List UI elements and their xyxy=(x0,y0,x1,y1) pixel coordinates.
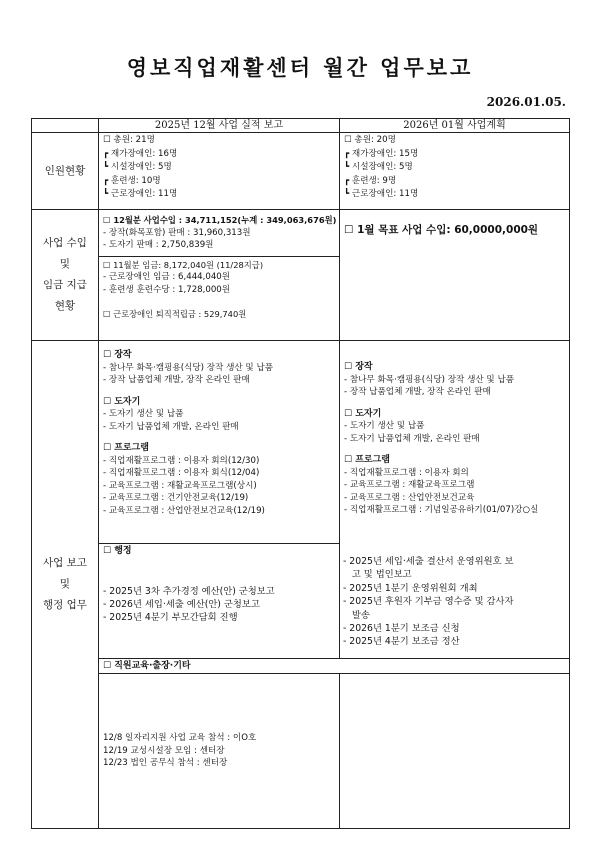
dec-section-head: ☐ 프로그램 xyxy=(103,443,149,453)
dec-retirement-fund: ☐ 근로장애인 퇴직적립금 : 529,740원 xyxy=(103,309,247,319)
edu-header-cell xyxy=(99,659,570,674)
work-december-cell xyxy=(99,341,340,544)
income-label-line: 사업 수입 xyxy=(43,237,87,249)
dec-edu-line: 12/19 교성시설장 모임 : 센터장 xyxy=(103,745,225,756)
row-label-income xyxy=(32,210,99,341)
admin-december-cell xyxy=(99,544,340,659)
jan-admin-line: - 2025년 4분기 보조금 정산 xyxy=(343,636,460,648)
row-label-work xyxy=(32,341,99,829)
work-label-line: 및 xyxy=(59,578,71,590)
work-label-line: 사업 보고 xyxy=(43,557,87,569)
header-december: 2025년 12월 사업 실적 보고 xyxy=(99,119,340,133)
edu-december-cell xyxy=(99,674,340,829)
jan-section-head: ☐ 장작 xyxy=(344,362,373,372)
admin-section-head: ☐ 행정 xyxy=(103,546,132,556)
dec-admin-line: - 2025년 3차 추가경정 예산(안) 군청보고 xyxy=(103,586,275,597)
jan-section-head: ☐ 도자기 xyxy=(344,408,382,419)
dec-section-line: - 장작 납품업체 개발, 장작 온라인 판매 xyxy=(103,375,250,385)
dec-section-line: - 직업재활프로그램 : 이용자 회식(12/04) xyxy=(103,468,260,478)
dec-section-line: - 교육프로그램 : 산업안전보건교육(12/19) xyxy=(103,505,265,516)
income-label-line: 및 xyxy=(59,258,71,270)
dec-section-line: - 도자기 납품업체 개발, 온라인 판매 xyxy=(103,421,239,432)
jan-section-line: - 참나무 화목·캠핑용(식당) 장작 생산 및 납품 xyxy=(344,374,515,385)
jan-section-line: - 도자기 생산 및 납품 xyxy=(344,421,425,431)
jan-section-head: ☐ 프로그램 xyxy=(344,455,390,465)
income-january-cell xyxy=(340,210,570,341)
dec-wage-total: ☐ 11월분 임금: 8,172,040원 (11/28지급) xyxy=(103,259,264,270)
jan-admin-line: 발송 xyxy=(343,609,370,621)
edu-section-head: ☐ 직원교육·출장·기타 xyxy=(103,661,191,671)
jan-admin-line: - 2025년 1분기 운영위원회 개최 xyxy=(343,582,478,594)
dec-revenue-line: - 장작(화목포함) 판매 : 31,960,313원 xyxy=(103,227,251,238)
dec-section-line: - 교육프로그램 : 건기안전교육(12/19) xyxy=(103,493,249,503)
staff-dec-line: ┏ 재가장애인: 16명 xyxy=(103,148,178,159)
dec-wage-line: - 근로장애인 임금 : 6,444,040원 xyxy=(103,272,231,282)
dec-edu-line: 12/8 일자리지원 사업 교육 참석 : 이O호 xyxy=(103,733,257,743)
jan-admin-block xyxy=(343,555,567,649)
jan-revenue-target: ☐ 1월 목표 사업 수입: 60,0000,000원 xyxy=(344,224,539,236)
staff-dec-line: ┗ 근로장애인: 11명 xyxy=(103,189,178,199)
jan-admin-line: - 2025년 후원자 기부금 영수증 및 감사자 xyxy=(343,596,514,608)
dec-revenue-total: ☐ 12월분 사업수입 : 34,711,152(누계 : 349,063,676원) xyxy=(103,215,337,225)
income-label-line: 임금 지급 xyxy=(43,279,87,291)
staff-dec-line: ┏ 훈련생: 10명 xyxy=(103,175,161,186)
edu-january-cell xyxy=(340,674,570,829)
jan-section-line: - 장작 납품업체 개발, 장작 온라인 판매 xyxy=(344,387,491,397)
income-label-line: 현황 xyxy=(54,300,76,312)
jan-admin-line: 고 및 법인보고 xyxy=(343,569,412,581)
staff-jan-line: ☐ 총원: 20명 xyxy=(344,135,396,145)
jan-admin-line: - 2025년 세입·세출 결산서 운영위원호 보 xyxy=(343,556,514,567)
jan-section-line: - 직업재활프로그램 : 기념일공유하기(01/07)강○실 xyxy=(344,505,539,515)
jan-section-line: - 교육프로그램 : 재활교육프로그램 xyxy=(344,480,475,490)
dec-section-head: ☐ 도자기 xyxy=(103,396,141,407)
staff-dec-line: ┗ 시설장애인: 5명 xyxy=(103,162,172,172)
dec-admin-line: - 2025년 4분기 부모간담회 진행 xyxy=(103,612,238,623)
jan-section-line: - 직업재활프로그램 : 이용자 회의 xyxy=(344,467,469,478)
jan-admin-line: - 2026년 1분기 보조금 신청 xyxy=(343,623,460,635)
dec-edu-line: 12/23 법인 공무식 참석 : 센터장 xyxy=(103,758,228,768)
dec-section-line: - 참나무 화목·캠핑용(식당) 장작 생산 및 납품 xyxy=(103,362,274,373)
row-label-staff: 인원현황 xyxy=(32,133,99,210)
report-date: 2026.01.05. xyxy=(486,95,566,109)
dec-wage-line: - 훈련생 훈련수당 : 1,728,000원 xyxy=(103,284,231,295)
header-january: 2026년 01월 사업계획 xyxy=(340,119,570,133)
staff-january-cell xyxy=(340,133,570,210)
work-label-line: 행정 업무 xyxy=(43,599,87,611)
dec-section-line: - 교육프로그램 : 재활교육프로그램(상시) xyxy=(103,480,257,491)
staff-jan-line: ┗ 시설장애인: 5명 xyxy=(344,162,413,172)
header-blank xyxy=(32,119,99,133)
staff-dec-line: ☐ 총원: 21명 xyxy=(103,135,155,145)
dec-section-head: ☐ 장작 xyxy=(103,350,132,360)
staff-december-cell xyxy=(99,133,340,210)
dec-section-line: - 직업재활프로그램 : 이용자 회의(12/30) xyxy=(103,455,260,466)
staff-jan-line: ┏ 재가장애인: 15명 xyxy=(344,148,419,159)
dec-revenue-line: - 도자기 판매 : 2,750,839원 xyxy=(103,240,214,250)
staff-jan-line: ┏ 훈련생: 9명 xyxy=(344,175,397,186)
income-december-cell xyxy=(99,210,340,341)
dec-admin-line: - 2026년 세입·세출 예산(안) 군청보고 xyxy=(103,599,260,610)
report-table xyxy=(31,118,570,829)
page-title: 영보직업재활센터 월간 업무보고 xyxy=(126,56,474,80)
jan-section-line: - 도자기 납품업체 개발, 온라인 판매 xyxy=(344,433,480,444)
dec-section-line: - 도자기 생산 및 납품 xyxy=(103,409,184,419)
staff-jan-line: ┗ 근로장애인: 11명 xyxy=(344,189,419,199)
jan-section-line: - 교육프로그램 : 산업안전보건교육 xyxy=(344,492,475,503)
